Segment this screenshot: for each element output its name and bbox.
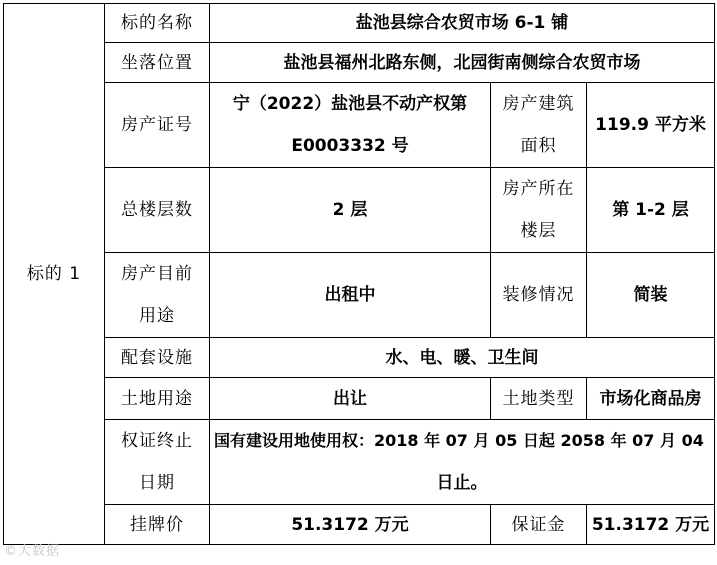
term-label-line1: 权证终止 bbox=[121, 431, 193, 451]
floors-value: 2 层 bbox=[210, 168, 491, 253]
floor-value: 第 1-2 层 bbox=[587, 168, 715, 253]
name-label: 标的名称 bbox=[105, 4, 210, 43]
cert-label: 房产证号 bbox=[105, 83, 210, 168]
row-facilities bbox=[4, 338, 715, 378]
term-value-line1: 国有建设用地使用权：2018 年 07 月 05 日起 2058 年 07 月 04 bbox=[214, 431, 704, 450]
property-info-table bbox=[3, 3, 715, 545]
usage-label bbox=[105, 253, 210, 338]
location-label: 坐落位置 bbox=[105, 43, 210, 83]
row-term bbox=[4, 420, 715, 505]
area-value: 119.9 平方米 bbox=[587, 83, 715, 168]
floor-label bbox=[491, 168, 587, 253]
land-label: 土地用途 bbox=[105, 378, 210, 420]
deposit-label: 保证金 bbox=[491, 505, 587, 545]
row-price bbox=[4, 505, 715, 545]
land-type-label: 土地类型 bbox=[491, 378, 587, 420]
name-value: 盐池县综合农贸市场 6-1 铺 bbox=[210, 4, 715, 43]
price-value: 51.3172 万元 bbox=[210, 505, 491, 545]
row-floors bbox=[4, 168, 715, 253]
area-label bbox=[491, 83, 587, 168]
subject-label: 标的 1 bbox=[4, 4, 105, 545]
land-value: 出让 bbox=[210, 378, 491, 420]
cert-value bbox=[210, 83, 491, 168]
location-value: 盐池县福州北路东侧，北园街南侧综合农贸市场 bbox=[210, 43, 715, 83]
decor-value: 简装 bbox=[587, 253, 715, 338]
floors-label: 总楼层数 bbox=[105, 168, 210, 253]
row-cert bbox=[4, 83, 715, 168]
row-usage bbox=[4, 253, 715, 338]
row-land bbox=[4, 378, 715, 420]
facilities-value: 水、电、暖、卫生间 bbox=[210, 338, 715, 378]
term-label-line2: 日期 bbox=[139, 473, 175, 493]
decor-label: 装修情况 bbox=[491, 253, 587, 338]
cert-value-line2: E0003332 号 bbox=[291, 136, 409, 156]
usage-value: 出租中 bbox=[210, 253, 491, 338]
row-name bbox=[4, 4, 715, 43]
usage-label-line1: 房产目前 bbox=[121, 264, 193, 284]
area-label-line2: 面积 bbox=[520, 136, 557, 156]
land-type-value: 市场化商品房 bbox=[587, 378, 715, 420]
term-value-line2: 日止。 bbox=[436, 473, 488, 493]
area-label-line1: 房产建筑 bbox=[502, 94, 575, 114]
floor-label-line2: 楼层 bbox=[520, 221, 557, 241]
term-value bbox=[210, 420, 715, 505]
usage-label-line2: 用途 bbox=[139, 306, 175, 326]
deposit-value: 51.3172 万元 bbox=[587, 505, 715, 545]
cert-value-line1: 宁（2022）盐池县不动产权第 bbox=[232, 94, 468, 114]
row-location bbox=[4, 43, 715, 83]
floor-label-line1: 房产所在 bbox=[502, 179, 575, 199]
watermark: ©大数据 bbox=[4, 544, 61, 559]
facilities-label: 配套设施 bbox=[105, 338, 210, 378]
term-label bbox=[105, 420, 210, 505]
price-label: 挂牌价 bbox=[105, 505, 210, 545]
